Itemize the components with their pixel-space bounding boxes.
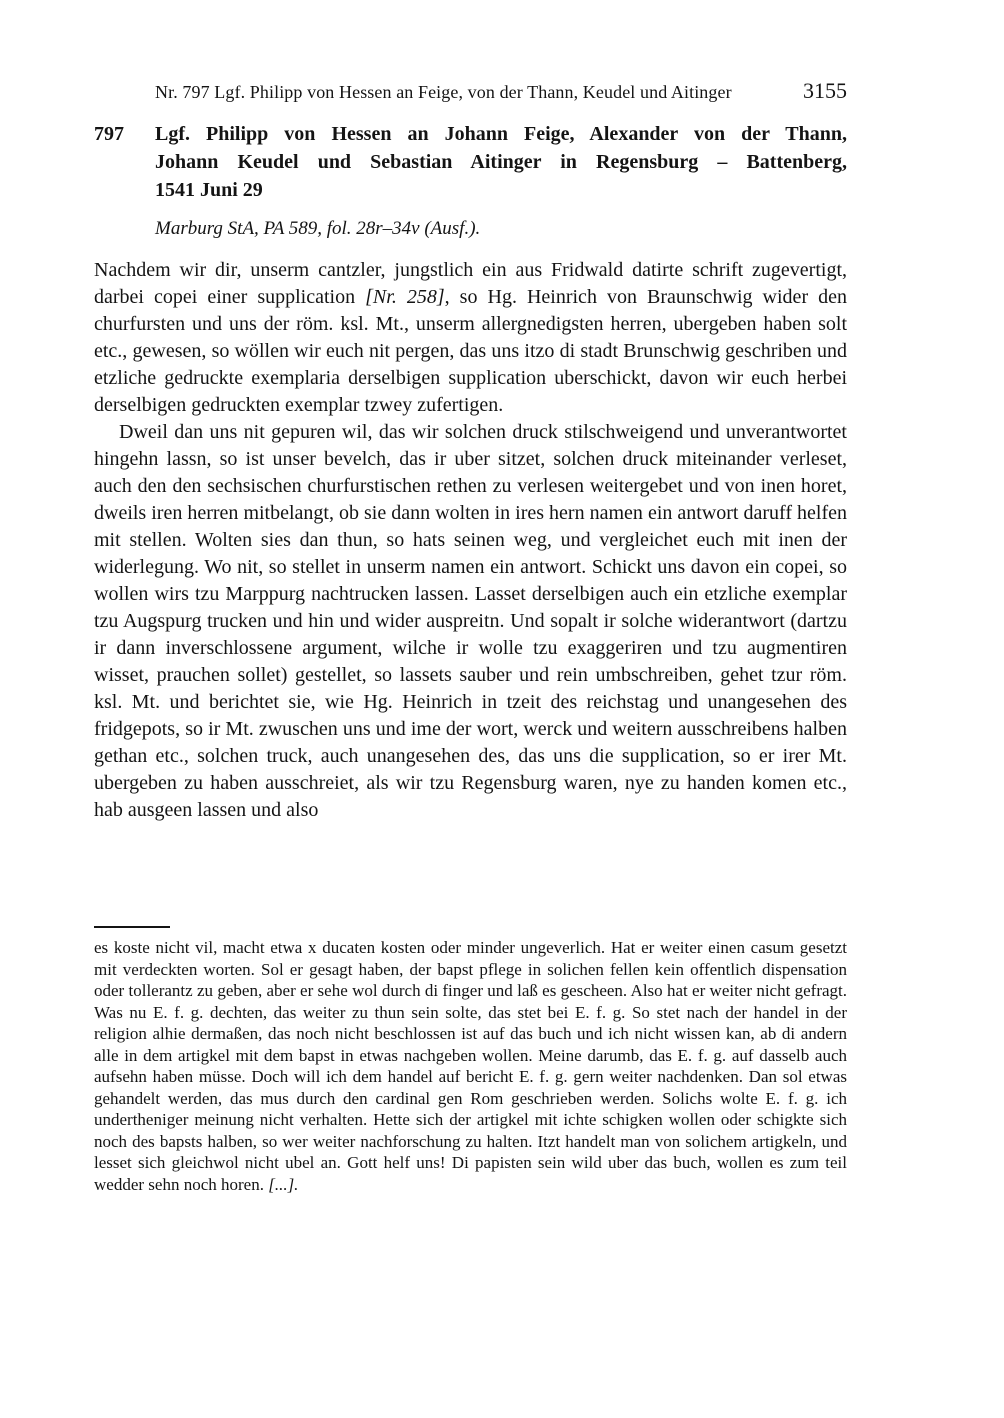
entry-title <box>155 120 847 204</box>
footnote-text: es koste nicht vil, macht etwa x ducaten kosten oder minder ungeverlich. Hat er weiter einen casum gesetzt mit verdeckten worten. Sol er gesagt haben, der bapst pflege in solichen fellen kein offentlich dispensation oder tollerantz zu geben, aber er sehe wol durch di finger und laß es gescheen. Also hat er weiter nicht gefragt. Was nu E. f. g. dechten, das weiter zu thun sein solte, das stet bei E. f. g. So stet nach der handel in der religion alhie dermaßen, das noch nicht beschlossen ist auf das buch und ich nicht wissen kan, ab di andern alle in dem artigkel mit dem bapst in etwas nachgeben wollen. Meine darumb, das E. f. g. auf dasselb auch aufsehn haben müsse. Doch will ich dem handel auf bericht E. f. g. gern weiter nachdenken. Dan sol etwas gehandelt werden, das mus durch den cardinal gen Rom geschrieben werden. Solichs wolte E. f. g. ich undertheniger meinung nicht verhalten. Hette sich der artigkel mit ichte schigken wollen oder schigkte sich noch des bapsts halben, so wer weiter nachforschung zu halten. Itzt handelt man von solichem artigkeln, und lesset sich gleichwol nicht ubel an. Gott helf uns! Di papisten sein wild uber das buch, wollen es zum teil wedder sehn noch horen. <box>94 938 847 1194</box>
source-citation: Marburg StA, PA 589, fol. 28r–34v (Ausf.). <box>155 218 481 239</box>
letter-body <box>94 257 847 824</box>
paragraph-1-text: Nachdem wir dir, unserm cantzler, jungstlich ein aus Fridwald datirte schrift zugevertigt, darbei copei einer supplication <box>94 259 847 308</box>
entry-title-line-1: Lgf. Philipp von Hessen an Johann Feige, Alexander von der Thann, <box>155 123 847 145</box>
footnote-separator <box>94 926 170 928</box>
page-number: 3155 <box>803 78 847 103</box>
running-header <box>155 78 847 104</box>
cross-reference: [Nr. 258] <box>365 286 445 308</box>
entry-number: 797 <box>94 123 124 145</box>
entry-title-line-3: 1541 Juni 29 <box>155 179 263 201</box>
running-header-title: Nr. 797 Lgf. Philipp von Hessen an Feige, von der Thann, Keudel und Aitinger <box>155 82 732 102</box>
footnote-ellipsis: [...]. <box>268 1174 299 1194</box>
footnote <box>94 937 847 1195</box>
entry-title-line-2: Johann Keudel und Sebastian Aitinger in Regensburg – Battenberg, <box>155 151 847 173</box>
paragraph-1-continuation: , so Hg. Heinrich von Braunschwig wider den churfursten und uns der röm. ksl. Mt., unserm allergnedigsten herren, ubergeben haben solt etc., gewesen, so wöllen wir euch nit pergen, das uns itzo di stadt Brunschwig geschriben und etzliche gedruckte exemplaria derselbigen supplication uberschickt, davon wir euch herbei derselbigen gedruckten exemplar tzwey zufertigen. <box>94 286 848 416</box>
paragraph-1 <box>94 257 847 419</box>
entry-heading <box>94 120 847 204</box>
paragraph-2: Dweil dan uns nit gepuren wil, das wir solchen druck stilschweigend und unverantwortet hingehn lassn, so ist unser bevelch, das ir uber sitzet, solchen druck miteinander verleset, auch den den sechsischen churfurstischen rethen zu verlesen weitergebet und von inen horet, dweils iren herren mitbelangt, ob sie dann wolten in ires hern namen ein antwort daruff helfen mit stellen. Wolten sies dan thun, so hats seinen weg, und vergleichet euch mit inen der widerlegung. Wo nit, so stellet in unserm namen ein antwort. Schickt uns davon ein copei, so wollen wirs tzu Marppurg nachtrucken lassen. Lasset derselbigen auch ein etzliche exemplar tzu Augspurg trucken und hin und wider auspreitn. Und sopalt ir solche widerantwort (dartzu ir dann inverschlossene argument, wilche ir wolle tzu exaggeriren und tzu augmentiren wisset, prauchen sollet) gestellet, so lassets sauber und rein umbschreiben, gehet tzur röm. ksl. Mt. und berichtet sie, wie Hg. Heinrich in tzeit des reichstag und unangesehen des fridgepots, so ir Mt. zwuschen uns und ime der wort, werck und weitern ausschreibens halben gethan etc., solchen truck, auch unangesehen des, das uns die supplication, so er irer Mt. ubergeben zu haben ausschreiet, als wir tzu Regensburg waren, nye zu handen komen etc., hab ausgeen lassen und also <box>94 421 847 821</box>
